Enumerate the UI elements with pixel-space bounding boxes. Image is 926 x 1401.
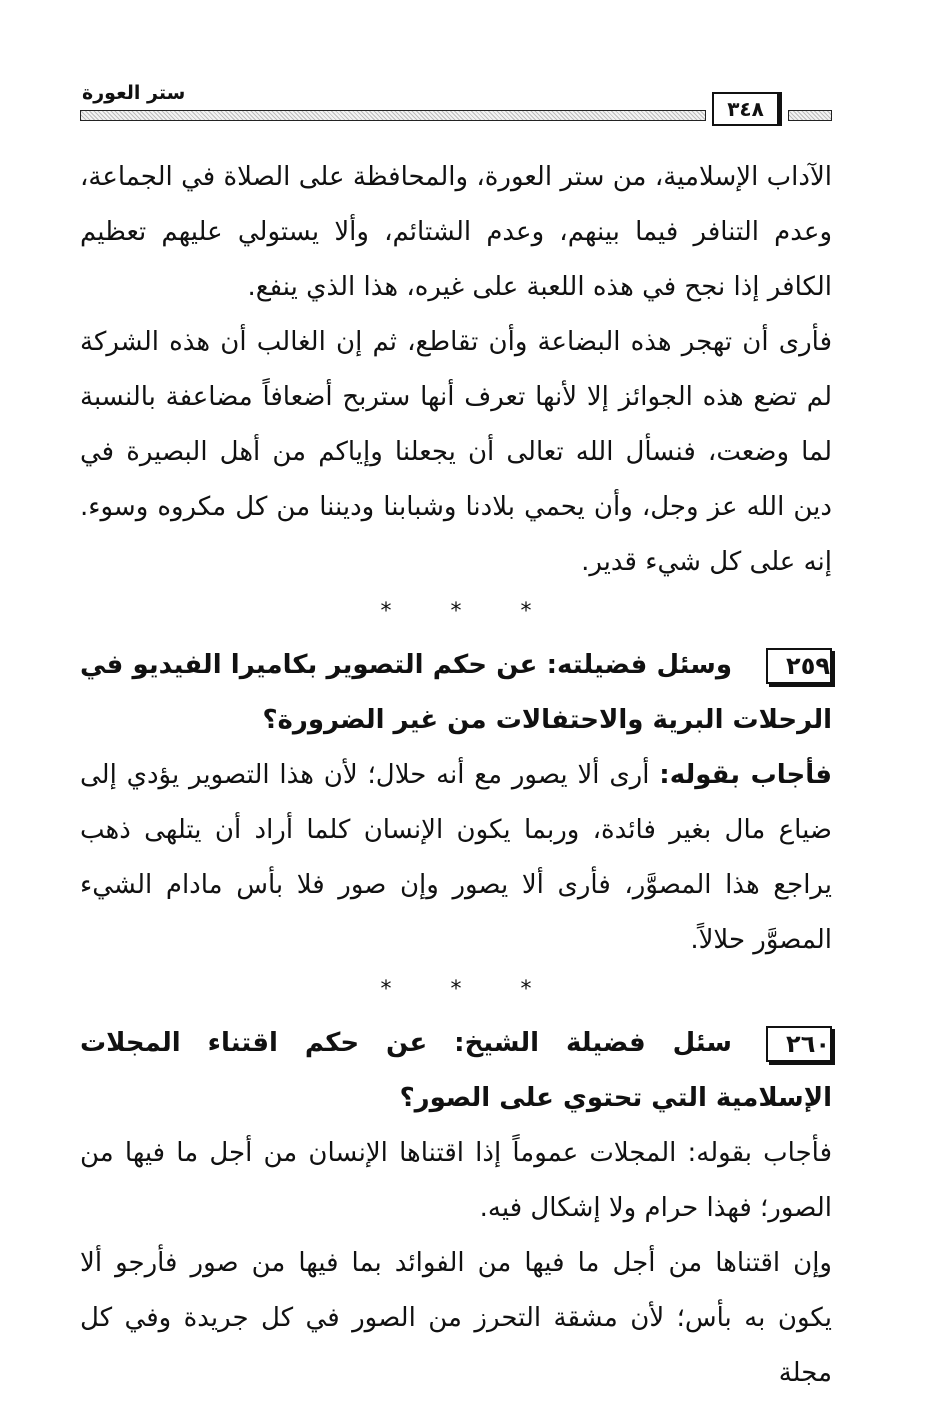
question-259-text: وسئل فضيلته: عن حكم التصوير بكاميرا الفيديو في الرحلات البرية والاحتفالات من غير الضرورة؟ [80,650,832,735]
intro-paragraph-1: الآداب الإسلامية، من ستر العورة، والمحافظة على الصلاة في الجماعة، وعدم التنافر فيما بينهم، وعدم الشتائم، وألا يستولي عليهم تعظيم الكافر إذا نجح في هذه اللعبة على غيره، هذا الذي ينفع. [80,162,832,302]
answer-260-paragraph-1: فأجاب بقوله: المجلات عموماً إذا اقتناها الإنسان من أجل ما فيها من الصور؛ فهذا حرام ولا إشكال فيه. [80,1138,832,1223]
page-body [80,150,832,1401]
section-separator: * * * [380,977,558,1002]
answer-259-text: أرى ألا يصور مع أنه حلال؛ لأن هذا التصوير يؤدي إلى ضياع مال بغير فائدة، وربما يكون الإنسان كلما أراد أن يتلهى ذهب يراجع هذا المصوَّر، فأرى ألا يصور وإن صور فلا بأس مادام الشيء المصوَّر حلالاً. [80,760,832,955]
section-separator: * * * [380,599,558,624]
page-header [80,80,830,132]
answer-259 [80,748,832,968]
answer-260-paragraph-2: وإن اقتناها من أجل ما فيها من الفوائد بما فيها من صور فأرجو ألا يكون به بأس؛ لأن مشقة التحرز من الصور في كل جريدة وفي كل مجلة [80,1248,832,1388]
question-number-badge: ٢٥٩ [766,648,832,684]
answer-lead: فأجاب بقوله: [659,760,833,790]
header-rule-end [788,110,832,121]
page-number: ٣٤٨ [712,92,782,126]
question-259 [80,638,832,748]
running-title: ستر العورة [82,82,186,104]
question-260-text: سئل فضيلة الشيخ: عن حكم اقتناء المجلات الإسلامية التي تحتوي على الصور؟ [80,1028,832,1113]
intro-paragraph-2: فأرى أن تهجر هذه البضاعة وأن تقاطع، ثم إن الغالب أن هذه الشركة لم تضع هذه الجوائز إلا لأنها تعرف أنها ستربح أضعافاً مضاعفة بالنسبة لما وضعت، فنسأل الله تعالى أن يجعلنا وإياكم من أهل البصيرة في دين الله عز وجل، وأن يحمي بلادنا وشبابنا وديننا من كل مكروه وسوء. إنه على كل شيء قدير. [80,327,832,577]
question-260 [80,1016,832,1126]
header-rule [80,110,706,121]
question-number-badge: ٢٦٠ [766,1026,832,1062]
